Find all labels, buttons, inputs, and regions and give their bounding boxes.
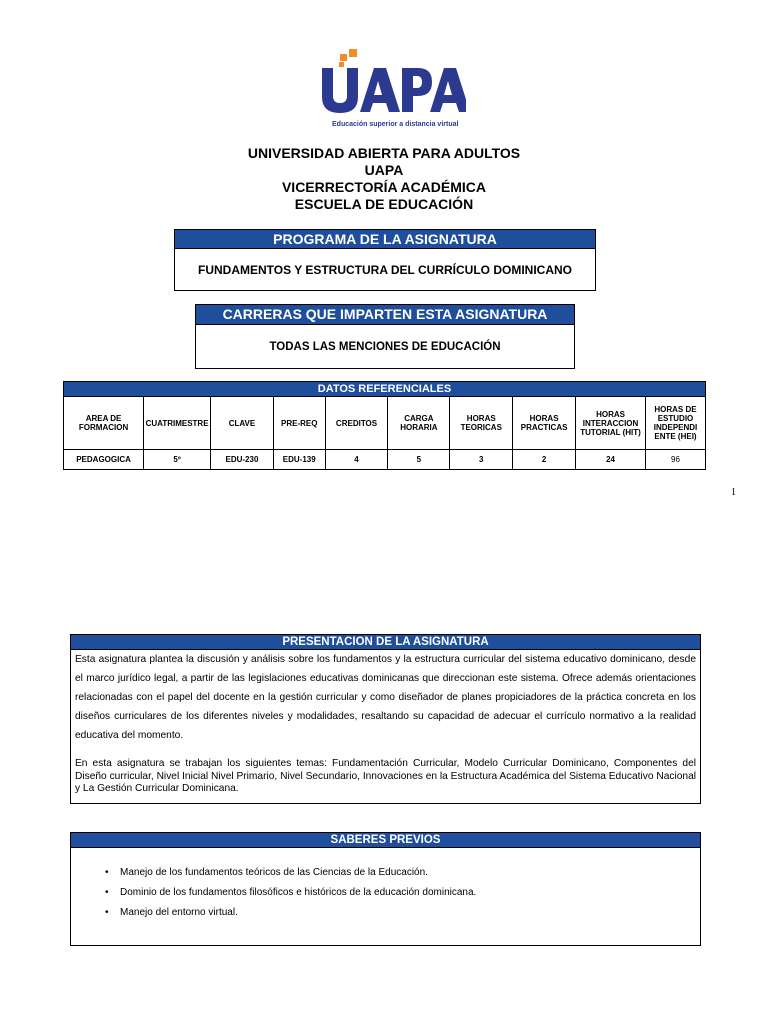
col-header: HORAS DE ESTUDIO INDEPENDI ENTE (HEI): [646, 397, 706, 450]
presentacion-title: PRESENTACION DE LA ASIGNATURA: [71, 635, 700, 650]
cell-teoricas: 3: [450, 450, 513, 470]
datos-referenciales-table: [63, 381, 706, 470]
carreras-title: CARRERAS QUE IMPARTEN ESTA ASIGNATURA: [196, 305, 574, 325]
logo-square-3: [339, 62, 344, 67]
col-header: PRE-REQ: [273, 397, 325, 450]
institution-header: [0, 145, 768, 213]
col-header: CARGA HORARIA: [388, 397, 450, 450]
page-number: 1: [731, 487, 736, 498]
col-header: HORAS TEORICAS: [450, 397, 513, 450]
header-school: ESCUELA DE EDUCACIÓN: [294, 196, 474, 212]
programa-title: PROGRAMA DE LA ASIGNATURA: [175, 230, 595, 249]
col-header: CLAVE: [211, 397, 274, 450]
table-header-row: [64, 397, 706, 450]
programa-box: [174, 229, 596, 291]
cell-creditos: 4: [325, 450, 388, 470]
bullet-icon: •: [105, 867, 109, 878]
cell-area: PEDAGOGICA: [64, 450, 144, 470]
list-item: • Manejo de los fundamentos teóricos de las Ciencias de la Educación.: [105, 867, 428, 878]
cell-hei: 96: [646, 450, 706, 470]
saberes-list: [71, 866, 700, 919]
cell-cuatrimestre: 5º: [144, 450, 211, 470]
logo-letters: [322, 68, 466, 113]
saberes-box: [70, 832, 701, 946]
col-header: CREDITOS: [325, 397, 388, 450]
header-acronym: UAPA: [364, 162, 404, 178]
logo-tagline: Educación superior a distancia virtual: [332, 121, 459, 128]
col-header: AREA DE FORMACION: [64, 397, 144, 450]
cell-clave: EDU-230: [211, 450, 274, 470]
saberes-title: SABERES PREVIOS: [71, 833, 700, 848]
subject-name: FUNDAMENTOS Y ESTRUCTURA DEL CURRÍCULO DOMINICANO: [197, 262, 572, 277]
cell-hit: 24: [576, 450, 646, 470]
cell-prereq: EDU-139: [273, 450, 325, 470]
bullet-icon: •: [105, 887, 109, 898]
list-item: • Dominio de los fundamentos filosóficos e históricos de la educación dominicana.: [105, 887, 477, 898]
presentacion-box: [70, 634, 701, 804]
carreras-box: [195, 304, 575, 369]
datos-title: DATOS REFERENCIALES: [64, 382, 706, 397]
logo-square-2: [349, 49, 357, 57]
table-row: [64, 450, 706, 470]
logo-square-1: [340, 54, 347, 61]
col-header: CUATRIMESTRE: [144, 397, 211, 450]
list-item: • Manejo del entorno virtual.: [105, 907, 238, 918]
col-header: HORAS INTERACCION TUTORIAL (HIT): [576, 397, 646, 450]
carreras-value: TODAS LAS MENCIONES DE EDUCACIÓN: [269, 340, 501, 353]
bullet-icon: •: [105, 907, 109, 918]
header-vicerrectoria: VICERRECTORÍA ACADÉMICA: [281, 179, 487, 195]
presentacion-paragraph-1: Esta asignatura plantea la discusión y análisis sobre los fundamentos y la estructura curricular del sistema educativo dominicano, desde el marco jurídico legal, a partir de las legislaciones educativas dominicanas que direccionan este sistema. Ofrece además orientaciones relacionadas con el papel del docente en la gestión curricular y como diseñador de planes propiciadores de la práctica concreta en los diseños curriculares de los diferentes niveles y modalidades, resaltando su capacidad de adecuar el currículo normativo a la realidad educativa del momento.: [75, 654, 696, 741]
presentacion-paragraph-2: En esta asignatura se trabajan los siguientes temas: Fundamentación Curricular, Modelo Curricular Dominicano, Componentes del Diseño curricular, Nivel Inicial Nivel Primario, Nivel Secundario, Innovaciones en la Estructura Académica del Sistema Educativo Nacional y La Gestión Curricular Dominicana.: [75, 758, 696, 794]
cell-practicas: 2: [513, 450, 576, 470]
cell-carga: 5: [388, 450, 450, 470]
col-header: HORAS PRACTICAS: [513, 397, 576, 450]
uapa-logo: [312, 48, 466, 130]
header-university: UNIVERSIDAD ABIERTA PARA ADULTOS: [247, 145, 521, 161]
